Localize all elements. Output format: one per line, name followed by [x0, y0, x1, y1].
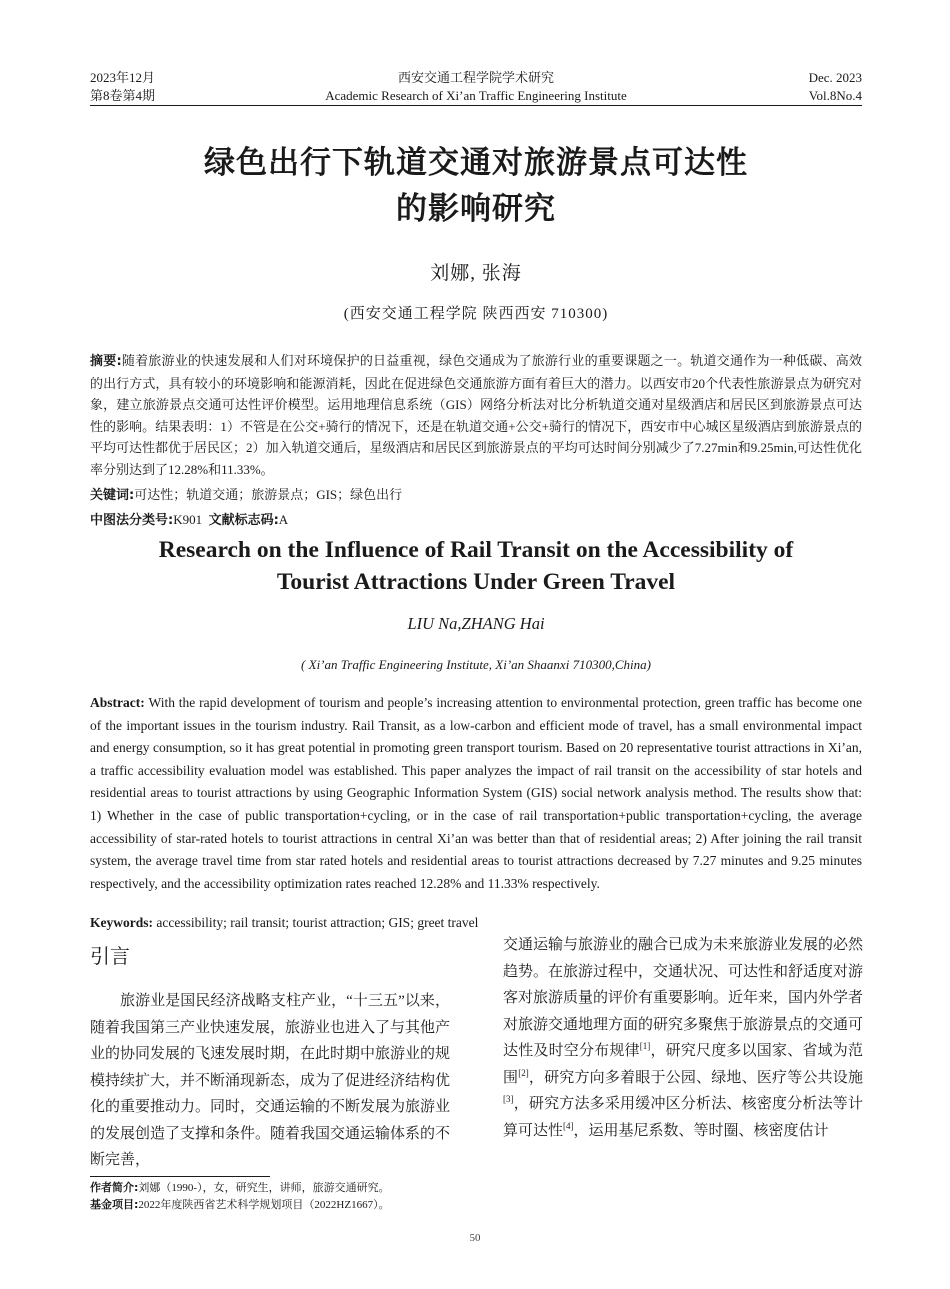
header-journal-cn: 西安交通工程学院学术研究 — [397, 70, 554, 85]
cn-title-line2: 的影响研究 — [396, 191, 556, 227]
citation-ref-1[interactable]: [1] — [639, 1041, 651, 1051]
header-journal-en: Academic Research of Xi’an Traffic Engineering Institute — [325, 88, 627, 103]
footnote-author-label: 作者简介: — [90, 1181, 139, 1194]
header-volume-en: Vol.8No.4 — [808, 88, 862, 103]
footnote-author-text: 刘娜（1990-），女，研究生，讲师，旅游交通研究。 — [138, 1182, 390, 1194]
citation-ref-2[interactable]: [2] — [518, 1067, 529, 1078]
intro-text-part4: ，研究方法多采用缓冲区分析法、核密度分析法等计算可达性 — [503, 1096, 863, 1139]
citation-ref-3[interactable]: [3] — [503, 1094, 514, 1104]
en-keywords-label: Keywords: — [90, 915, 153, 930]
en-keywords — [90, 914, 862, 932]
body-column-right — [503, 932, 863, 1144]
footnote-fund-text: 2022年度陕西省艺术科学规划项目（2022HZ1667）。 — [138, 1199, 390, 1211]
intro-text-part5: ，运用基尼系数、等时圈、核密度估计 — [573, 1122, 829, 1139]
header-center — [90, 69, 862, 105]
en-abstract — [90, 692, 862, 895]
cn-abstract — [90, 350, 862, 480]
intro-paragraph-left: 旅游业是国民经济战略支柱产业，“十三五”以来，随着我国第三产业快速发展，旅游业也进入了与其他产业的协同发展的飞速发展时期，在此时期中旅游业的规模持续扩大，并不断涌现新态，成为了促进经济结构优化的重要推动力。同时，交通运输的不断发展为旅游业的发展创造了支撑和条件。随着我国交通运输体系的不断完善， — [90, 993, 451, 1168]
en-abstract-text: With the rapid development of tourism and people’s increasing attention to environmental protection, green traffic has become one of the important issues in the tourism industry. Rail Transit, as a low-carbon and efficient mode of travel, has a small environmental impact and energy consumption, so it has great potential in promoting green transport tourism. Based on 20 representative tourist attractions in Xi’an, a traffic accessibility evaluation model was established. This paper analyzes the impact of rail transit on the accessibility of star hotels and residential areas to tourist attractions by using Geographic Information System (GIS) social network analysis method. The results show that: 1) Whether in the case of public transportation+cycling, or in the case of rail transportation+public transportation+cycling, the average accessibility of star-rated hotels to tourist attractions in central Xi’an was better than that of residential areas; 2) After joining the rail transit system, the average travel time from star rated hotels and residential areas to tourist attractions decreased by 7.27 minutes and 9.25 minutes respectively, and the accessibility optimization rates reached 12.28% and 11.33% respectively. — [90, 695, 863, 891]
cn-keywords — [90, 486, 862, 505]
intro-text-part1: 交通运输与旅游业的融合已成为未来旅游业发展的必然趋势。在旅游过程中，交通状况、可达性和舒适度对游客对旅游质量的评价有重要影响。近年来，国内外学者对旅游交通地理方面的研究多聚焦于旅游景点的交通可达性及时空分布规律 — [503, 937, 864, 1059]
body-column-left — [90, 942, 450, 1174]
cn-abstract-label: 摘要: — [90, 354, 122, 369]
doc-code-value: A — [278, 512, 289, 527]
doc-code-label: 文献标志码: — [208, 513, 279, 528]
footnote-rule — [90, 1176, 270, 1177]
en-affiliation: ( Xi’an Traffic Engineering Institute, Xi’an Shaanxi 710300,China) — [301, 657, 651, 672]
header-rule — [90, 105, 862, 106]
en-title — [90, 534, 862, 598]
cn-title-line1: 绿色出行下轨道交通对旅游景点可达性 — [204, 145, 748, 181]
en-title-line1: Research on the Influence of Rail Transit on the Accessibility of — [158, 537, 794, 563]
cn-keywords-label: 关键词: — [90, 488, 135, 503]
page-number: 50 — [469, 1232, 481, 1244]
clc-value: K901 — [173, 512, 203, 527]
en-abstract-label: Abstract: — [90, 695, 145, 710]
cn-keywords-text: 可达性；轨道交通；旅游景点；GIS；绿色出行 — [134, 487, 403, 502]
en-keywords-text: accessibility; rail transit; tourist attraction; GIS; greet travel — [156, 915, 479, 930]
cn-classification — [90, 511, 862, 530]
footnote-author — [90, 1180, 862, 1196]
intro-heading: 引言 — [90, 944, 130, 968]
cn-affiliation: (西安交通工程学院 陕西西安 710300) — [343, 306, 609, 322]
cn-authors: 刘娜, 张海 — [430, 263, 522, 284]
cn-abstract-text: 随着旅游业的快速发展和人们对环境保护的日益重视，绿色交通成为了旅游行业的重要课题之一。轨道交通作为一种低碳、高效的出行方式，具有较小的环境影响和能源消耗，因此在促进绿色交通旅游方面有着巨大的潜力。以西安市20个代表性旅游景点为研究对象，建立旅游景点交通可达性评价模型。运用地理信息系统（GIS）网络分析法对比分析轨道交通对星级酒店和居民区到旅游景点可达性的影响。结果表明：1）不管是在公交+骑行的情况下，还是在轨道交通+公交+骑行的情况下，西安市中心城区星级酒店到旅游景点的平均可达性都优于居民区；2）加入轨道交通后，星级酒店和居民区到旅游景点的平均可达时间分别减少了7.27min和9.25min,可达性优化率分别达到了12.28%和11.33%。 — [90, 353, 862, 477]
header-volume-cn: 第8卷第4期 — [90, 88, 156, 103]
cn-title — [90, 140, 862, 232]
running-header — [90, 69, 862, 109]
citation-ref-4[interactable]: [4] — [563, 1120, 574, 1131]
en-authors: LIU Na,ZHANG Hai — [407, 614, 545, 633]
en-title-line2: Tourist Attractions Under Green Travel — [276, 569, 676, 595]
intro-text-part3: ，研究方向多着眼于公园、绿地、医疗等公共设施 — [528, 1069, 863, 1086]
clc-label: 中图法分类号: — [90, 513, 174, 528]
intro-paragraph-right — [503, 932, 863, 1144]
header-date-cn: 2023年12月 — [90, 70, 156, 85]
header-date-en: Dec. 2023 — [808, 70, 862, 85]
footnote-fund-label: 基金项目: — [90, 1198, 139, 1211]
footnote-fund — [90, 1197, 862, 1213]
header-right — [809, 69, 862, 105]
intro-text-part2: ，研究尺度多以国家、省域为范围 — [503, 1043, 863, 1086]
